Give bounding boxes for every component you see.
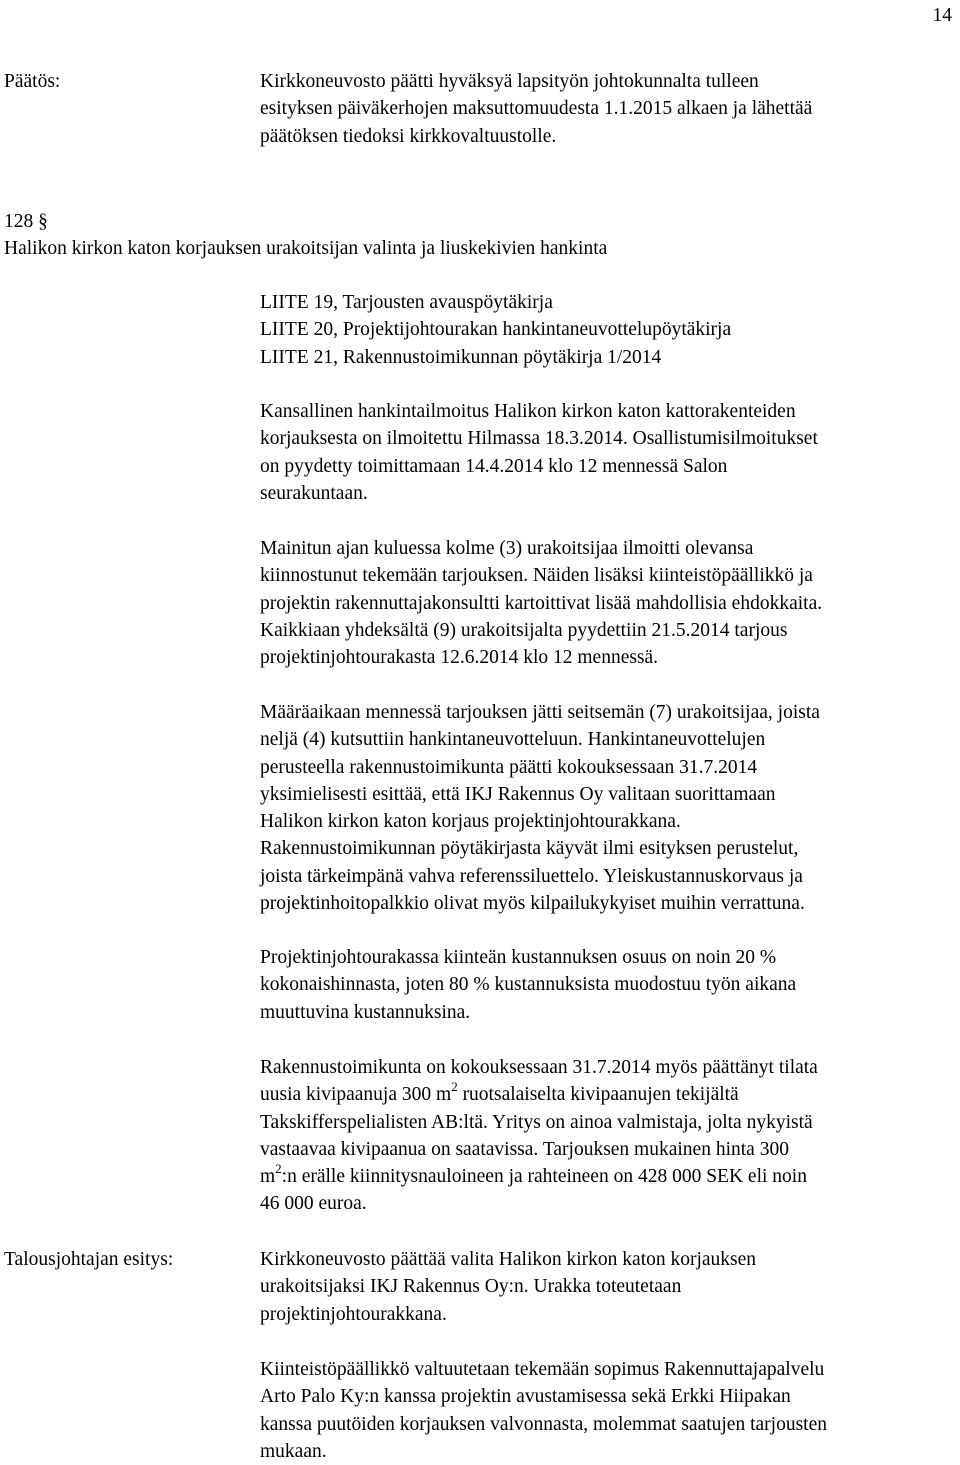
paragraph-line: uusia kivipaanuja 300 $m^2$ ruotsalaiselta kivipaanujen tekijältä	[260, 1078, 739, 1106]
paragraph-line: Halikon kirkon katon korjaus projektinjohtourakkana.	[260, 811, 681, 833]
proposal-line: Kiinteistöpäällikkö valtuutetaan tekemään sopimus Rakennuttajapalvelu	[260, 1359, 825, 1380]
decision-label: Päätös:	[4, 71, 61, 92]
proposal-line: urakoitsijaksi IKJ Rakennus Oy:n. Urakka toteutetaan	[260, 1276, 682, 1298]
attachment-item: LIITE 19, Tarjousten avauspöytäkirja	[260, 292, 553, 313]
paragraph-line: on pyydetty toimittamaan 14.4.2014 klo 12 mennessä Salon	[260, 455, 728, 477]
paragraph-line: Mainitun ajan kuluessa kolme (3) urakoitsijaa ilmoitti olevansa	[260, 538, 754, 559]
decision-line: Kirkkoneuvosto päätti hyväksyä lapsityön johtokunnalta tulleen	[260, 71, 759, 92]
paragraph-line: perusteella rakennustoimikunta päätti kokouksessaan 31.7.2014	[260, 756, 758, 778]
paragraph-line: Rakennustoimikunnan pöytäkirjasta käyvät ilmi esityksen perustelut,	[260, 838, 799, 860]
proposal-label: Talousjohtajan esitys:	[4, 1249, 174, 1270]
section-number: 128 §	[4, 211, 48, 232]
paragraph-line: Määräaikaan mennessä tarjouksen jätti seitsemän (7) urakoitsijaa, joista	[260, 702, 820, 723]
paragraph-line: projektinjohtourakasta 12.6.2014 klo 12 mennessä.	[260, 647, 659, 669]
proposal-line: Arto Palo Ky:n kanssa projektin avustamisessa sekä Erkki Hiipakan	[260, 1386, 791, 1408]
paragraph-line: muuttuvina kustannuksina.	[260, 1001, 471, 1023]
proposal-line: mukaan.	[260, 1440, 327, 1462]
section-title: Halikon kirkon katon korjauksen urakoitsijan valinta ja liuskekivien hankinta	[4, 238, 608, 259]
paragraph-line: Kansallinen hankintailmoitus Halikon kirkon katon kattorakenteiden	[260, 401, 796, 422]
attachment-item: LIITE 20, Projektijohtourakan hankintaneuvottelupöytäkirja	[260, 319, 732, 341]
paragraph-line: projektin rakennuttajakonsultti kartoittivat lisää mahdollisia ehdokkaita.	[260, 592, 823, 614]
decision-line: esityksen päiväkerhojen maksuttomuudesta 1.1.2015 alkaen ja lähettää	[260, 98, 813, 120]
paragraph-line: Kaikkiaan yhdeksältä (9) urakoitsijalta pyydettiin 21.5.2014 tarjous	[260, 619, 788, 641]
paragraph-line: projektinhoitopalkkio olivat myös kilpailukykyiset muihin verrattuna.	[260, 893, 805, 915]
paragraph-line: Projektinjohtourakassa kiinteän kustannuksen osuus on noin 20 %	[260, 947, 777, 968]
decision-line: päätöksen tiedoksi kirkkovaltuustolle.	[260, 125, 557, 147]
paragraph-line: joista tärkeimpänä vahva referenssiluettelo. Yleiskustannuskorvaus ja	[260, 865, 803, 887]
proposal-line: projektinjohtourakkana.	[260, 1303, 447, 1325]
page-number: 14	[932, 5, 952, 26]
paragraph-line: kiinnostunut tekemään tarjouksen. Näiden lisäksi kiinteistöpäällikkö ja	[260, 565, 813, 587]
paragraph-line: korjauksesta on ilmoitettu Hilmassa 18.3.2014. Osallistumisilmoitukset	[260, 428, 818, 450]
attachment-item: LIITE 21, Rakennustoimikunnan pöytäkirja 1/2014	[260, 346, 662, 368]
superscript: 2	[275, 1160, 282, 1176]
paragraph-line: $m^2:n$ erälle kiinnitysnauloineen ja rahteineen on 428 000 SEK eli noin	[260, 1160, 807, 1188]
paragraph-line: kokonaishinnasta, joten 80 % kustannuksista muodostuu työn aikana	[260, 974, 797, 996]
decision-text	[260, 68, 955, 150]
superscript: 2	[451, 1078, 458, 1094]
paragraph-line: seurakuntaan.	[260, 482, 368, 504]
proposal-line: kanssa puutöiden korjauksen valvonnasta, molemmat saatujen tarjousten	[260, 1413, 827, 1435]
paragraph-line: Takskifferspelialisten AB:ltä. Yritys on ainoa valmistaja, jolta nykyistä	[260, 1111, 813, 1133]
paragraph-line: Rakennustoimikunta on kokouksessaan 31.7.2014 myös päättänyt tilata	[260, 1057, 818, 1078]
paragraph-line: neljä (4) kutsuttiin hankintaneuvotteluun. Hankintaneuvottelujen	[260, 729, 766, 751]
paragraph-line: vastaavaa kivipaanua on saatavissa. Tarjouksen mukainen hinta 300	[260, 1138, 789, 1160]
proposal-line: Kirkkoneuvosto päättää valita Halikon kirkon katon korjauksen	[260, 1249, 757, 1270]
paragraph-line: yksimielisesti esittää, että IKJ Rakennus Oy valitaan suorittamaan	[260, 783, 776, 805]
paragraph-line: 46 000 euroa.	[260, 1193, 367, 1215]
